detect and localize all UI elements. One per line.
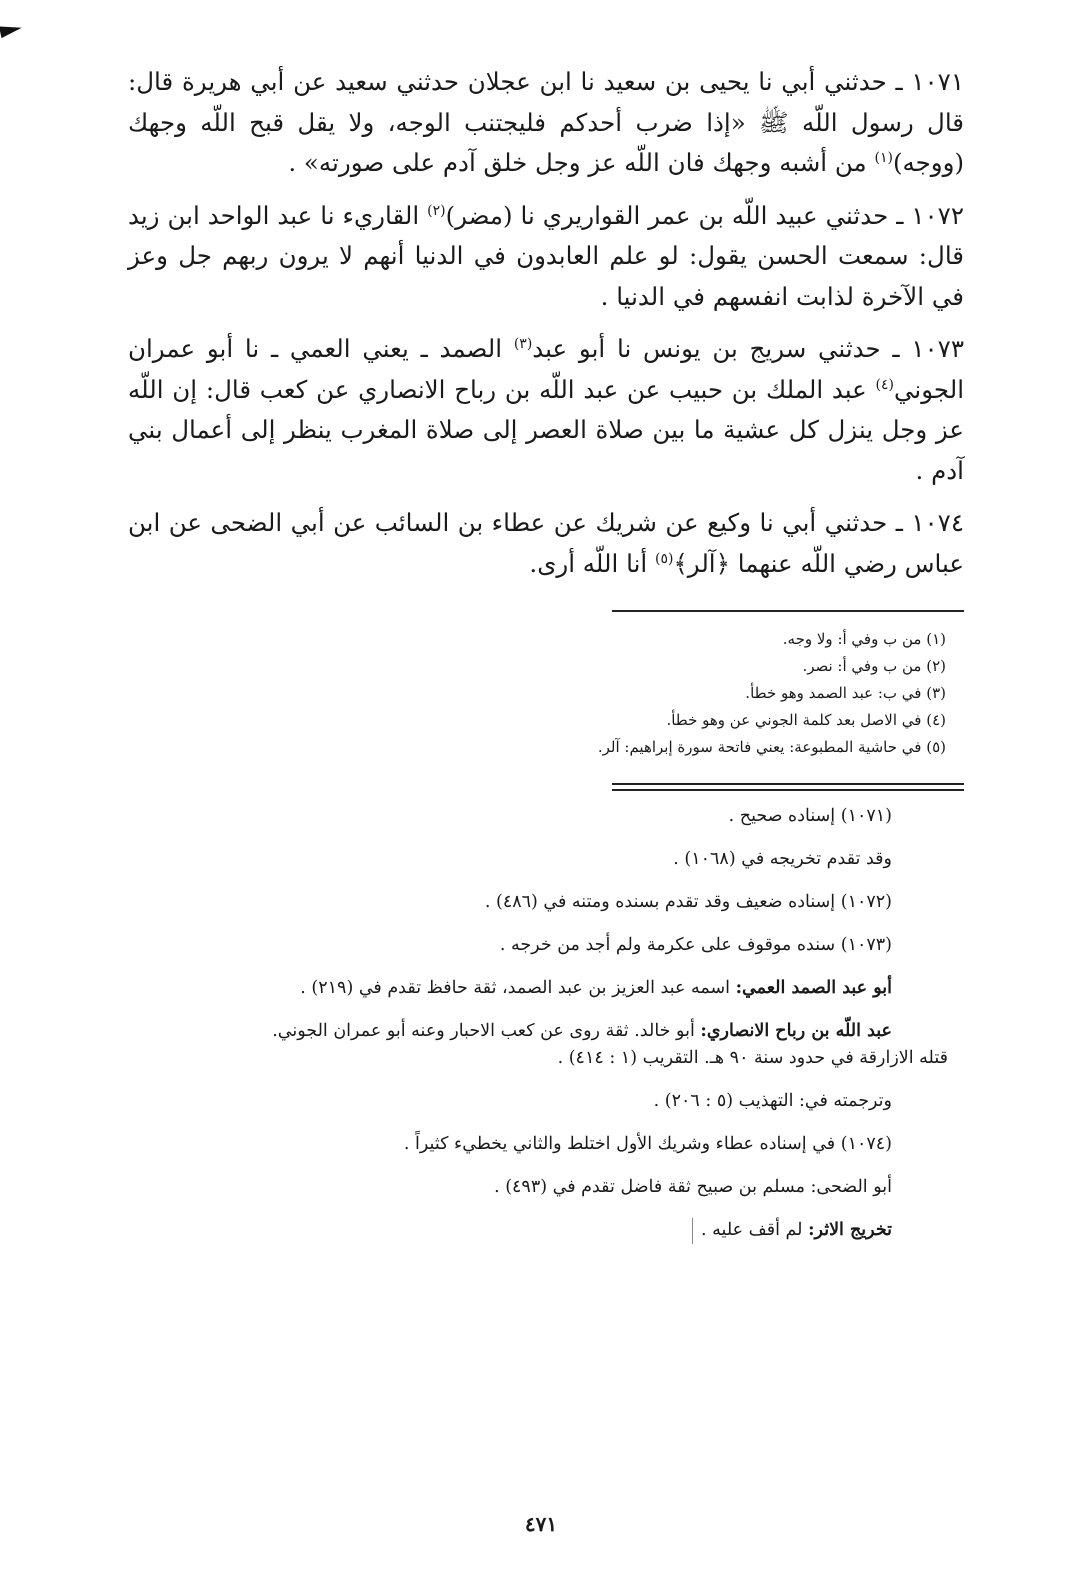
notes-divider	[612, 783, 964, 791]
hadith-number: ١٠٧٣	[911, 334, 964, 363]
note-item-continuation: قتله الازارقة في حدود سنة ٩٠ هـ. التقريب (١ : ٤١٤) .	[557, 1048, 948, 1068]
footnote-item: (١) من ب وفي أ: ولا وجه.	[782, 630, 946, 648]
note-text: أبو خالد. ثقة روى عن كعب الاحبار وعنه أبو عمران الجوني.	[272, 1021, 701, 1041]
note-item: (١٠٧٢) إسناده ضعيف وقد تقدم بسنده ومتنه في (٤٨٦) .	[484, 892, 892, 912]
text-cursor	[692, 1218, 693, 1244]
hadith-1071	[128, 62, 964, 184]
footnote-item: (٤) في الاصل بعد كلمة الجوني عن وهو خطأ.	[666, 711, 946, 729]
footnote-ref[interactable]: (٤)	[875, 376, 895, 393]
footnote-ref[interactable]: (٣)	[513, 335, 533, 352]
footnote-divider	[612, 610, 964, 612]
footnote-ref[interactable]: (٢)	[427, 202, 446, 219]
note-text: لم أقف عليه .	[701, 1220, 809, 1240]
note-item: وترجمته في: التهذيب (٥ : ٢٠٦) .	[653, 1091, 892, 1111]
note-item: أبو الضحى: مسلم بن صبيح ثقة فاضل تقدم في (٤٩٣) .	[494, 1177, 892, 1197]
hadith-text: عبد الملك بن حبيب عن عبد اللّه بن رباح الانصاري عن كعب قال: إن اللّه عز وجل ينزل كل عشية ما بين صلاة العصر إلى صلاة المغرب ينظر إلى أعمال بني آدم .	[128, 374, 964, 485]
footnotes	[128, 626, 964, 761]
hadith-text: الصمد ـ يعني العمي ـ نا أبو عمران الجوني	[128, 334, 964, 404]
editor-notes	[128, 803, 964, 1244]
hadith-text: ـ حدثني عبيد اللّه بن عمر القواريري نا (مضر)	[445, 200, 904, 230]
narrator-name: عبد اللّه بن رباح الانصاري:	[700, 1021, 892, 1041]
note-item	[128, 1018, 964, 1045]
footnote-item: (٢) من ب وفي أ: نصر.	[802, 657, 946, 675]
hadith-text: ـ حدثني أبي نا يحيى بن سعيد نا ابن عجلان حدثني سعيد عن أبي هريرة قال: قال رسول اللّه ﷺ «إذا ضرب أحدكم فليجتنب الوجه، ولا يقل قبح اللّه وجهك (ووجه)	[128, 67, 964, 177]
corner-mark	[0, 22, 23, 38]
note-text: اسمه عبد العزيز بن عبد الصمد، ثقة حافظ تقدم في (٢١٩) .	[300, 978, 736, 998]
note-item: وقد تقدم تخريجه في (١٠٦٨) .	[673, 849, 892, 869]
hadith-text: ـ حدثني سريج بن يونس نا أبو عبد	[532, 334, 900, 363]
page-number: ٤٧١	[524, 1512, 558, 1536]
note-item: (١٠٧٤) في إسناده عطاء وشريك الأول اختلط والثاني يخطيء كثيراً .	[403, 1134, 892, 1154]
narrator-name: أبو عبد الصمد العمي:	[735, 978, 892, 998]
hadith-number: ١٠٧١	[911, 67, 964, 96]
note-item: (١٠٧١) إسناده صحيح .	[728, 806, 892, 826]
footnote-item: (٥) في حاشية المطبوعة: يعني فاتحة سورة إبراهيم: آلر.	[597, 738, 946, 756]
hadith-text: أنا اللّه أرى.	[529, 548, 655, 578]
hadith-number: ١٠٧٤	[911, 508, 964, 537]
page-body	[128, 62, 964, 1260]
hadith-number: ١٠٧٢	[911, 200, 964, 230]
hadith-text: القاريء نا عبد الواحد ابن زيد قال: سمعت الحسن يقول: لو علم العابدون في الدنيا أنهم لا يرون ربهم جل وعز في الآخرة لذابت انفسهم في الدنيا .	[128, 200, 964, 311]
footnote-ref[interactable]: (٥)	[654, 550, 674, 567]
footnote-item: (٣) في ب: عبد الصمد وهو خطأ.	[745, 684, 946, 702]
note-item: (١٠٧٣) سنده موقوف على عكرمة ولم أجد من خرجه .	[499, 935, 892, 955]
note-item	[128, 975, 964, 1002]
narrator-name: تخريج الاثر:	[808, 1220, 892, 1240]
footnote-ref[interactable]: (١)	[874, 149, 893, 166]
hadith-1074	[128, 503, 964, 584]
hadith-text: ـ حدثني أبي نا وكيع عن شريك عن عطاء بن السائب عن أبي الضحى عن ابن عباس رضي اللّه عنهما ﴿آلر﴾	[128, 508, 964, 578]
hadith-1073	[128, 329, 964, 491]
note-item	[128, 1217, 964, 1244]
hadith-1072	[128, 196, 964, 318]
hadith-text: من أشبه وجهك فان اللّه عز وجل خلق آدم على صورته» .	[288, 148, 875, 177]
